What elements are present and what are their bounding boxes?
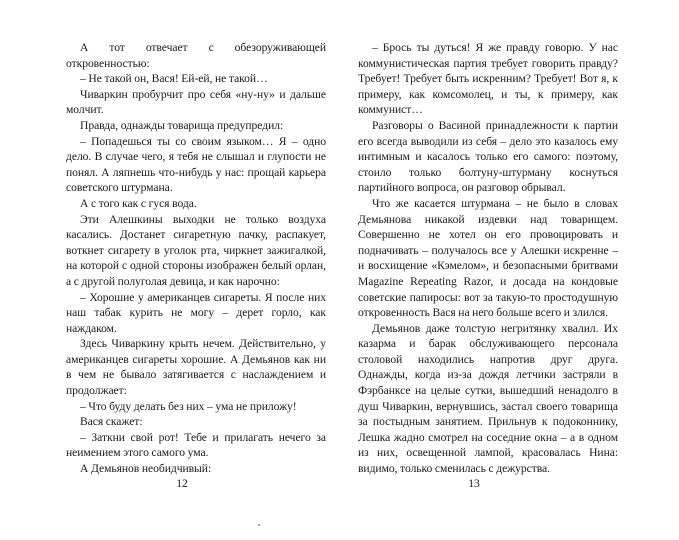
- right-page: [358, 40, 618, 477]
- left-paragraph-8: – Хорошие у американцев сигареты. Я после них наш табак курить не могу – дерет горло, как наждаком.: [66, 290, 326, 335]
- left-paragraph-2: – Не такой он, Вася! Ей-ей, не такой…: [80, 72, 268, 86]
- left-paragraph-3: Чиваркин пробурчит про себя «ну-ну» и дальше молчит.: [66, 87, 326, 117]
- left-page-number: 12: [176, 477, 188, 490]
- left-paragraph-9: Здесь Чиваркину крыть нечем. Действительно, у американцев сигареты хорошие. А Демьянов как ни в чем не бывало затягивается с наслаждением и продолжает:: [66, 337, 326, 398]
- right-paragraph-3: Что же касается штурмана – не было в словах Демьянова никакой издевки над товарищем. Совершенно не хотел он его провоцировать и подначивать – получалось все у Алешки искренне – и восхищение «Кэмелом», и безопасными бритвами Magazine Repeating Razor, и досада на кондовые советские папиросы: вот за такую-то простодушную откровенность Вася на него больше всего и злился.: [358, 196, 618, 320]
- right-paragraph-4: Демьянов даже толстую негритянку хвалил. Их казарма и барак обслуживающего персонала столовой находились напротив друг друга. Однажды, когда из-за дождя летчики застряли в Фэрбанксе на целые сутки, вышедший ненадолго в душ Чиваркин, вернувшись, застал своего товарища за постыдным занятием. Прильнув к подоконнику, Лешка жадно смотрел на соседние окна – а в одном из них, освещенной лампой, красовалась Нина: видимо, только сменилась с дежурства.: [358, 321, 618, 476]
- left-paragraph-5: – Попадешься ты со своим языком… Я – одно дело. В случае чего, я тебя не слышал и глупости не понял. А ляпнешь что-нибудь у нас: прощай карьера советского штурмана.: [66, 134, 326, 195]
- left-paragraph-12: – Заткни свой рот! Тебе и прилагать нечего за неимением этого самого ума.: [66, 430, 326, 460]
- left-paragraph-11: Вася скажет:: [80, 415, 143, 429]
- left-paragraph-6: А с того как с гуся вода.: [80, 196, 197, 210]
- left-paragraph-1: А тот отвечает с обезоруживающей откровенностью:: [66, 41, 326, 70]
- left-paragraph-4: Правда, однажды товарища предупредил:: [80, 118, 284, 132]
- print-speck: [258, 524, 260, 526]
- left-page: [66, 40, 326, 477]
- left-paragraph-7: Эти Алешкины выходки не только воздуха касались. Достанет сигаретную пачку, распакует, воткнет сигарету в уголок рта, чиркнет зажигалкой, на которой с одной стороны изображен белый орлан, а с другой полуголая девица, и как нарочно:: [66, 212, 326, 288]
- left-paragraph-13: А Демьянов необидчивый:: [80, 462, 212, 476]
- right-paragraph-1: – Брось ты дуться! Я же правду говорю. У нас коммунистическая партия требует говорить правду? Требует! Требует быть искренним? Требует! Вот я, к примеру, как комсомолец, и ты, к примеру, как коммунист…: [358, 41, 618, 117]
- right-page-number: 13: [468, 477, 480, 490]
- right-paragraph-2: Разговоры о Васиной принадлежности к партии его всегда выводили из себя – дело это казалось ему интимным и касалось только его самого: поэтому, стоило только болтуну-штурману коснуться партийного вопроса, он разговор обрывал.: [358, 118, 618, 195]
- left-paragraph-10: – Что буду делать без них – ума не приложу!: [80, 399, 297, 413]
